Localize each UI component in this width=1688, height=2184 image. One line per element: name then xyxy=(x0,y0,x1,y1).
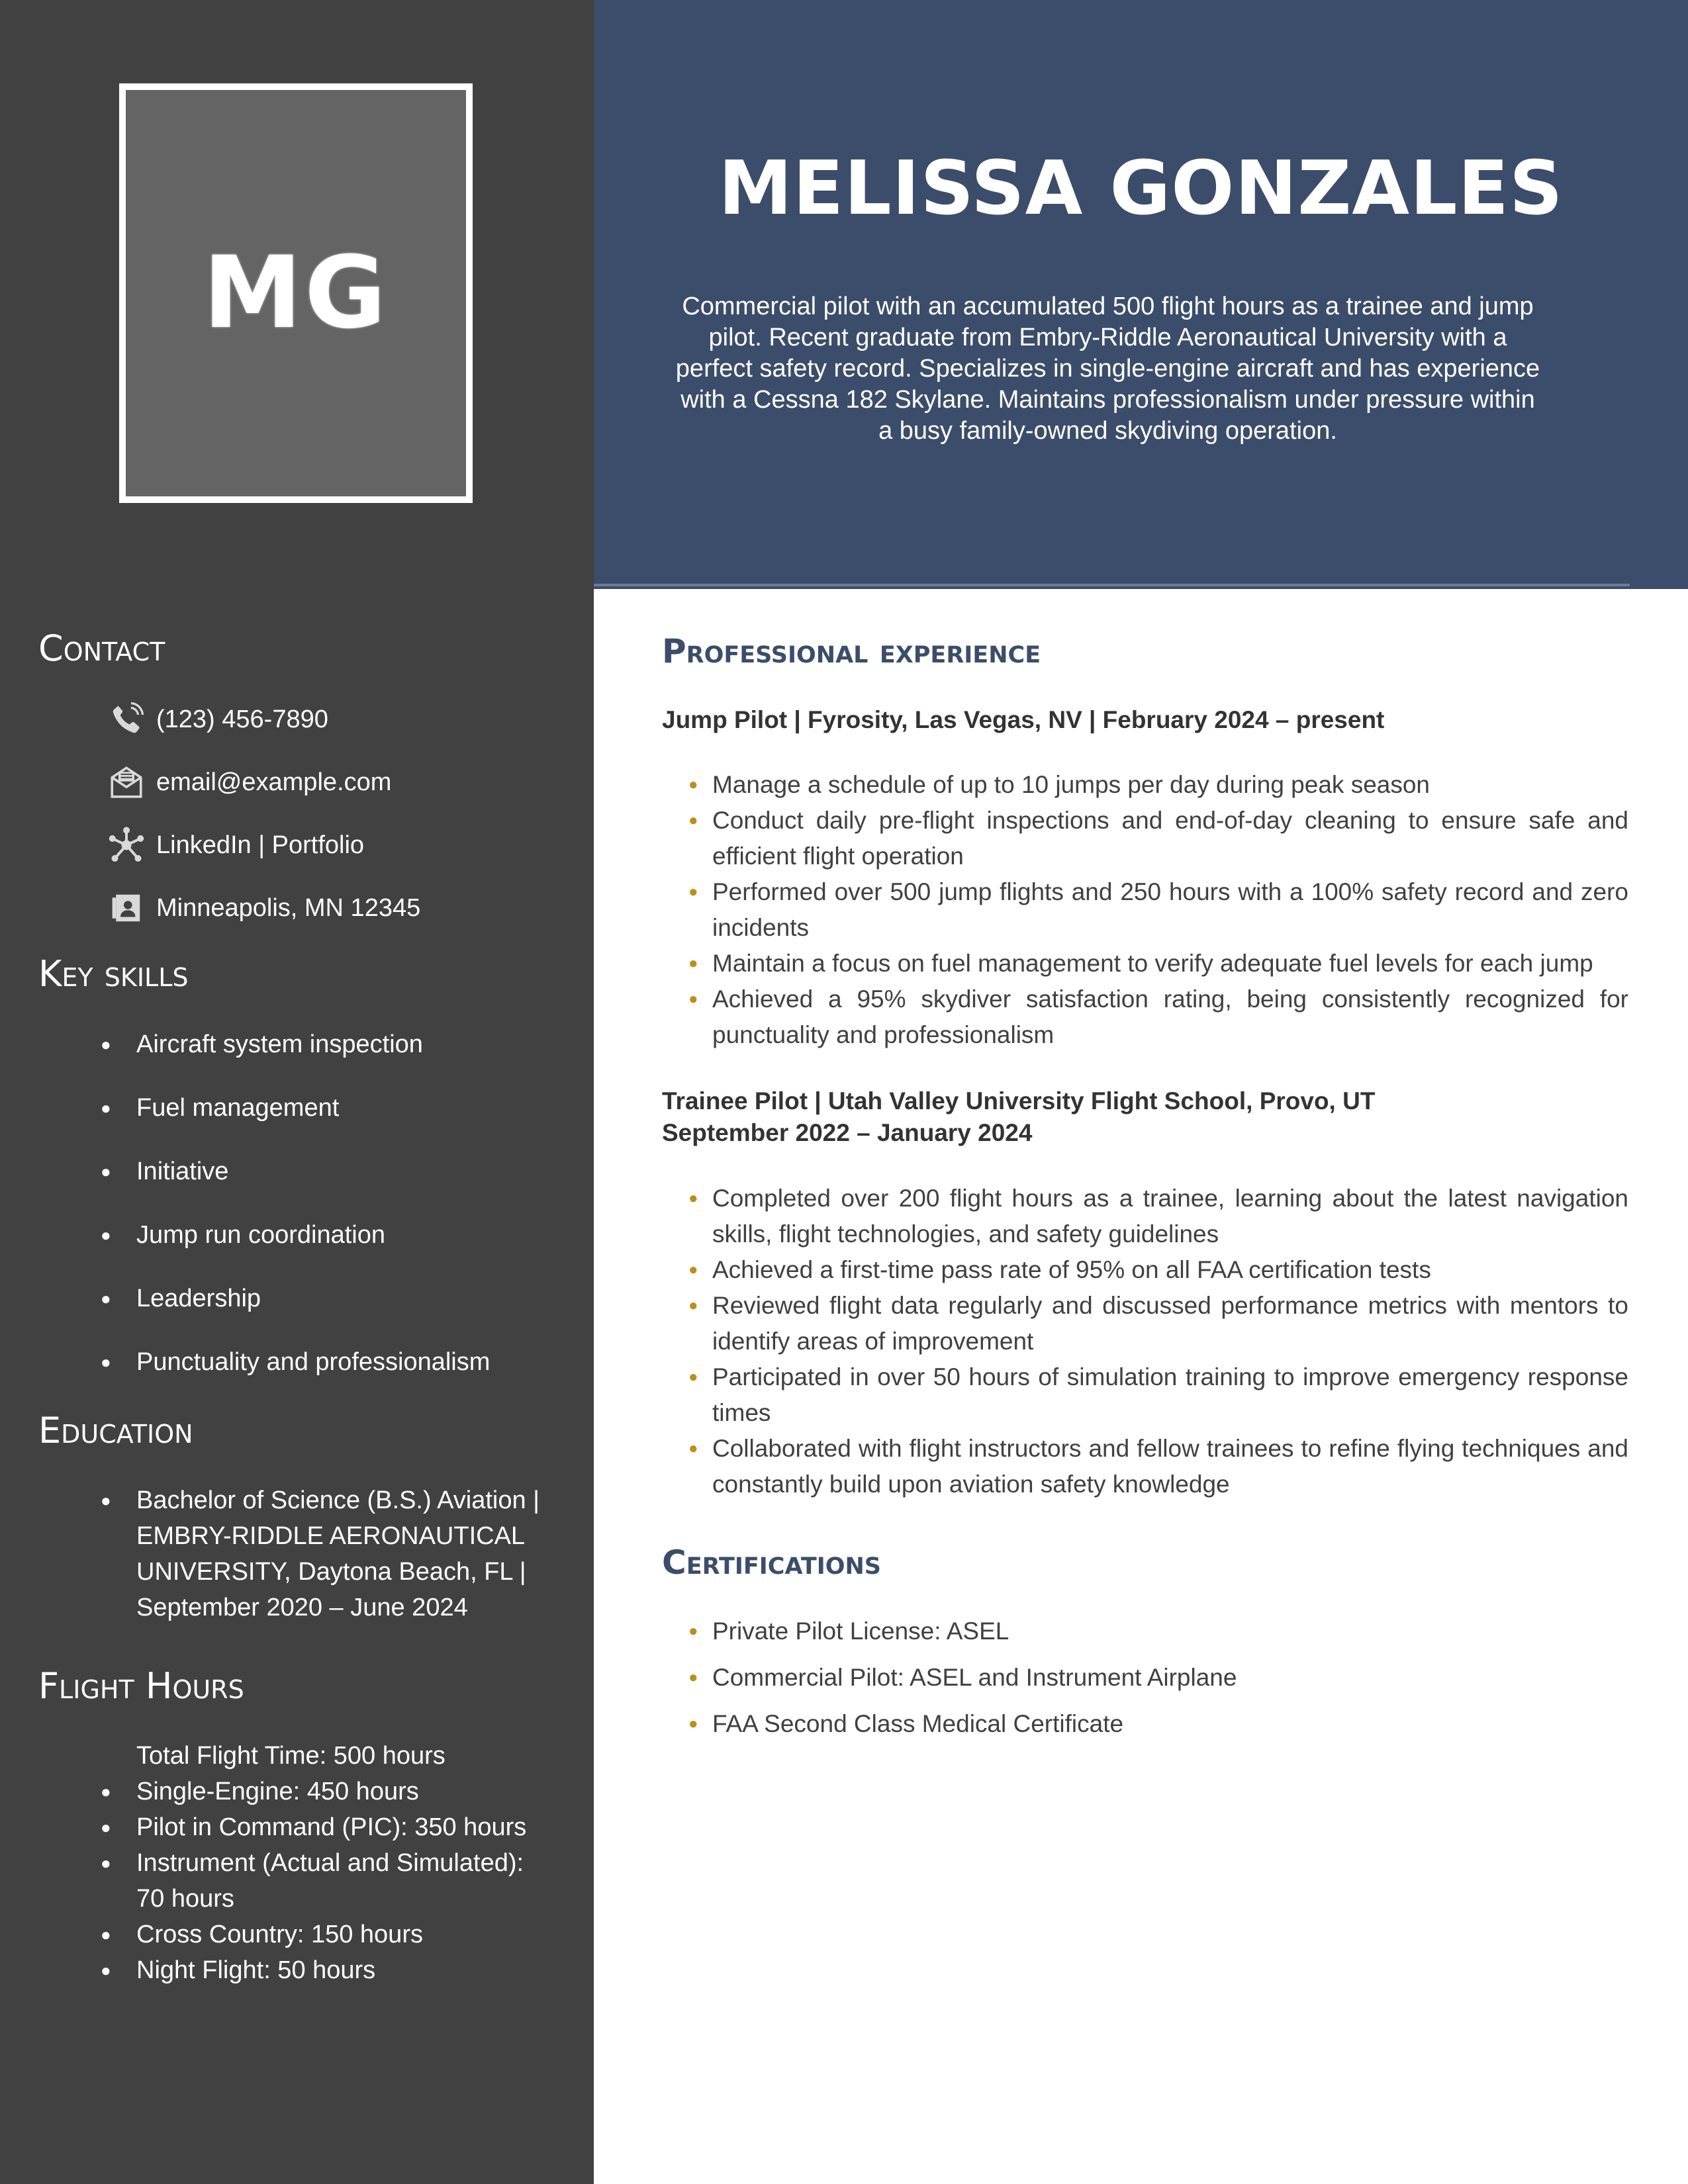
contact-email[interactable] xyxy=(106,762,391,802)
skill-item: ● Aircraft system inspection xyxy=(99,1026,556,1062)
job-bullet: ● Conduct daily pre-flight inspections and end-of-day cleaning to ensure safe and efficient flight operation xyxy=(688,803,1628,874)
job-bullet: ● Participated in over 50 hours of simulation training to improve emergency response times xyxy=(688,1359,1628,1431)
last-name: GONZALES xyxy=(1109,146,1564,232)
flight-hours-item: ● Night Flight: 50 hours xyxy=(99,1952,556,1988)
flight-hours-item: ● Cross Country: 150 hours xyxy=(99,1917,556,1952)
job-title: Jump Pilot | Fyrosity, Las Vegas, NV | February 2024 – present xyxy=(662,706,1385,733)
skill-item: ● Initiative xyxy=(99,1154,556,1189)
monogram-badge xyxy=(119,83,473,503)
certification-item: ● Commercial Pilot: ASEL and Instrument Airplane xyxy=(688,1660,1628,1696)
network-icon xyxy=(106,825,147,865)
certifications-list xyxy=(688,1614,1628,1752)
contact-links[interactable] xyxy=(106,825,364,865)
job-dates: September 2022 – January 2024 xyxy=(662,1119,1033,1146)
job-bullet: ● Manage a schedule of up to 10 jumps per day during peak season xyxy=(688,767,1628,803)
phone-icon xyxy=(106,700,147,739)
job-bullets xyxy=(688,767,1628,1053)
flight-hours-item: ● Instrument (Actual and Simulated): 70 hours xyxy=(99,1845,556,1917)
header-banner xyxy=(594,0,1688,589)
education-item: ● Bachelor of Science (B.S.) Aviation | EMBRY-RIDDLE AERONAUTICAL UNIVERSITY, Daytona Beach, FL | September 2020 – June 2024 xyxy=(99,1482,556,1625)
email-icon xyxy=(106,762,147,802)
contact-address[interactable] xyxy=(106,888,420,928)
flight-hours-list xyxy=(99,1738,556,1988)
experience-heading: Professional experience xyxy=(662,632,1041,670)
job-bullet: ● Performed over 500 jump flights and 250 hours with a 100% safety record and zero incidents xyxy=(688,874,1628,946)
summary-text: Commercial pilot with an accumulated 500 flight hours as a trainee and jump pilot. Recent graduate from Embry-Riddle Aeronautical University with a perfect safety record. Specializes in single-engine aircraft and has experience with a Cessna 182 Skylane. Maintains professionalism under pressure within a busy family-owned skydiving operation. xyxy=(675,293,1540,445)
certification-item: ● FAA Second Class Medical Certificate xyxy=(688,1706,1628,1742)
header-divider xyxy=(594,584,1630,586)
flight-hours-item: ● Single-Engine: 450 hours xyxy=(99,1774,556,1809)
skill-item: ● Leadership xyxy=(99,1281,556,1316)
education-list xyxy=(99,1482,556,1625)
skill-item: ● Punctuality and professionalism xyxy=(99,1344,556,1380)
skill-item: ● Fuel management xyxy=(99,1090,556,1126)
flight-hours-heading: Flight Hours xyxy=(38,1665,244,1707)
skills-heading: Key skills xyxy=(38,953,189,995)
job-bullet: ● Reviewed flight data regularly and discussed performance metrics with mentors to identify areas of improvement xyxy=(688,1288,1628,1359)
monogram-text: MG xyxy=(203,236,389,351)
job-bullet: ● Completed over 200 flight hours as a trainee, learning about the latest navigation skills, flight technologies, and safety guidelines xyxy=(688,1181,1628,1252)
job-bullet: ● Achieved a first-time pass rate of 95% on all FAA certification tests xyxy=(688,1252,1628,1288)
contact-phone[interactable] xyxy=(106,700,328,739)
contact-card-icon xyxy=(106,888,147,928)
contact-heading: Contact xyxy=(38,627,165,669)
job-title: Trainee Pilot | Utah Valley University Flight School, Provo, UT xyxy=(662,1087,1376,1115)
skill-item: ● Jump run coordination xyxy=(99,1217,556,1253)
certification-item: ● Private Pilot License: ASEL xyxy=(688,1614,1628,1649)
certifications-heading: Certifications xyxy=(662,1543,882,1582)
education-heading: Education xyxy=(38,1410,193,1451)
flight-hours-item: ● Pilot in Command (PIC): 350 hours xyxy=(99,1809,556,1845)
links-text: LinkedIn | Portfolio xyxy=(156,831,365,859)
flight-total: Total Flight Time: 500 hours xyxy=(136,1742,445,1770)
skills-list xyxy=(99,1026,556,1408)
job-bullet: ● Maintain a focus on fuel management to verify adequate fuel levels for each jump xyxy=(688,946,1628,981)
email-text: email@example.com xyxy=(156,768,392,796)
job-bullet: ● Achieved a 95% skydiver satisfaction rating, being consistently recognized for punctuality and professionalism xyxy=(688,981,1628,1053)
phone-text: (123) 456-7890 xyxy=(156,705,328,733)
sidebar xyxy=(0,0,594,2184)
job-bullets xyxy=(688,1181,1628,1502)
candidate-name xyxy=(594,146,1688,232)
address-text: Minneapolis, MN 12345 xyxy=(156,893,421,922)
first-name: MELISSA xyxy=(718,146,1084,232)
job-bullet: ● Collaborated with flight instructors and fellow trainees to refine flying techniques and constantly build upon aviation safety knowledge xyxy=(688,1431,1628,1502)
